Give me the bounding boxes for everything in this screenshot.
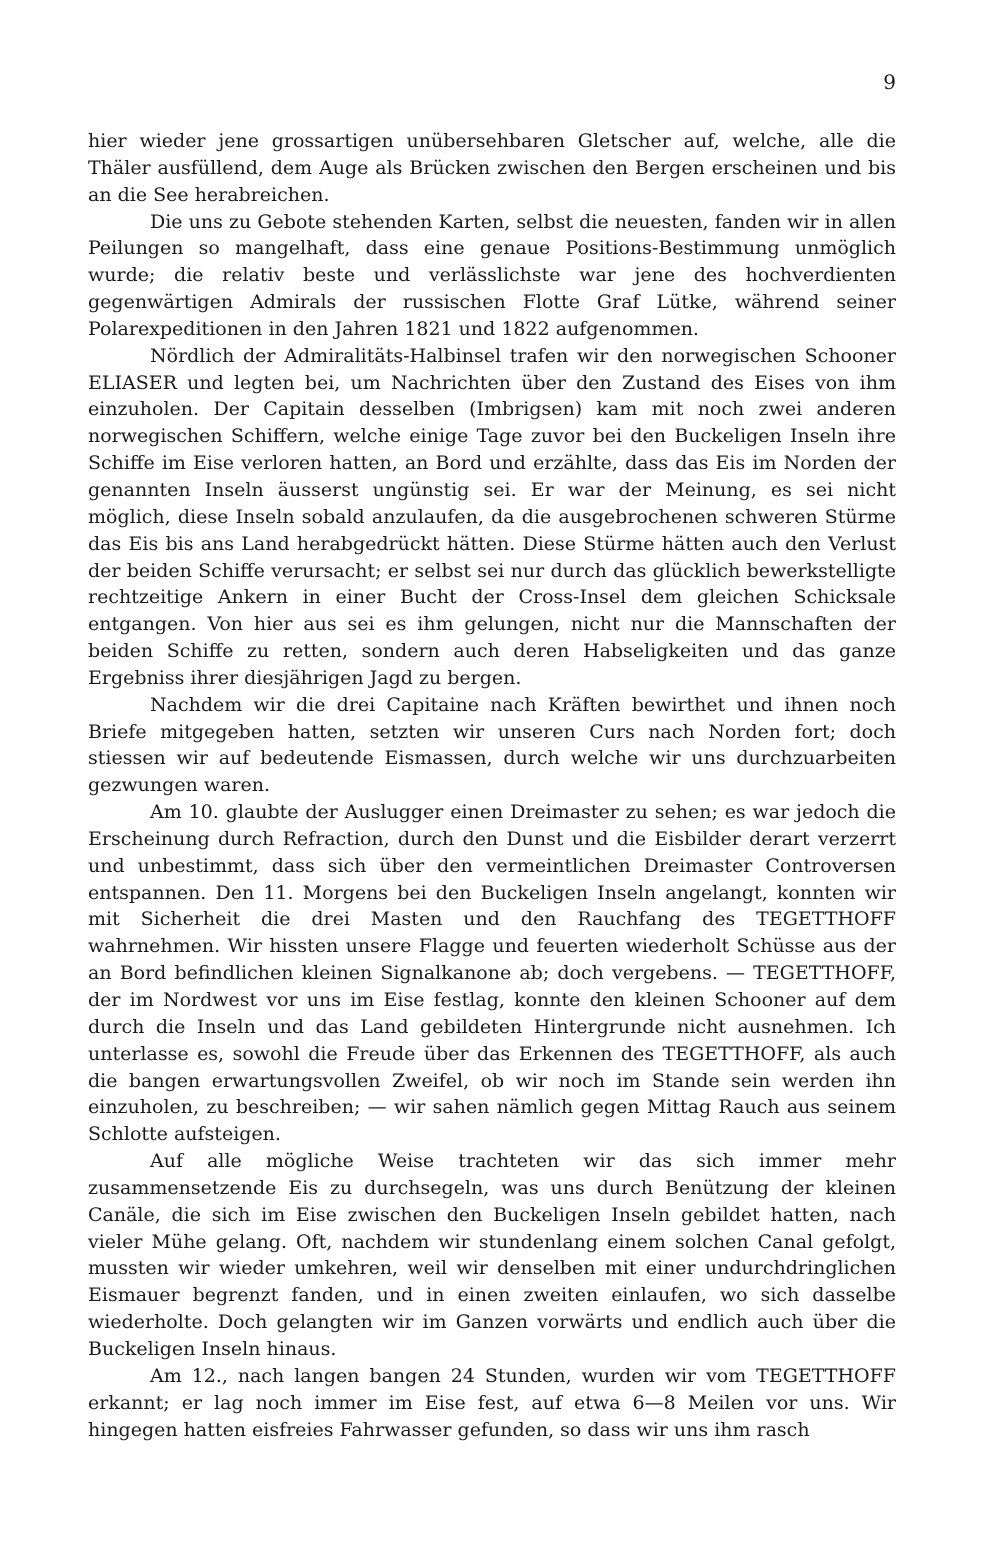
paragraph: Am 12., nach langen bangen 24 Stunden, wurden wir vom TEGETTHOFF erkannt; er lag noch immer im Eise fest, auf etwa 6—8 Meilen vor uns. Wir hingegen hatten eisfreies Fahrwasser gefunden, so dass wir uns ihm rasch [88, 1364, 896, 1441]
body-text [88, 128, 896, 1443]
paragraph: hier wieder jene grossartigen unübersehbaren Gletscher auf, welche, alle die Thäler ausfüllend, dem Auge als Brücken zwischen den Bergen erscheinen und bis an die See herabreichen. [88, 130, 896, 206]
page-number: 9 [883, 70, 896, 94]
paragraph: Auf alle mögliche Weise trachteten wir das sich immer mehr zusammensetzende Eis zu durchsegeln, was uns durch Benützung der kleinen Canäle, die sich im Eise zwischen den Buckeligen Inseln gebildet hatten, nach vieler Mühe gelang. Oft, nachdem wir stundenlang einem solchen Canal gefolgt, mussten wir wieder umkehren, weil wir denselben mit einer undurchdringlichen Eismauer begrenzt fanden, und in einen zweiten einlaufen, wo sich dasselbe wiederholte. Doch gelangten wir im Ganzen vorwärts und endlich auch über die Buckeligen Inseln hinaus. [88, 1150, 896, 1360]
paragraph: Am 10. glaubte der Auslugger einen Dreimaster zu sehen; es war jedoch die Erscheinung durch Refraction, durch den Dunst und die Eisbilder derart verzerrt und unbestimmt, dass sich über den vermeintlichen Dreimaster Controversen entspannen. Den 11. Morgens bei den Buckeligen Inseln angelangt, konnten wir mit Sicherheit die drei Masten und den Rauchfang des TEGETTHOFF wahrnehmen. Wir hissten unsere Flagge und feuerten wiederholt Schüsse aus der an Bord befindlichen kleinen Signalkanone ab; doch vergebens. — TEGETTHOFF, der im Nordwest vor uns im Eise festlag, konnte den kleinen Schooner auf dem durch die Inseln und das Land gebildeten Hintergrunde nicht ausnehmen. Ich unterlasse es, sowohl die Freude über das Erkennen des TEGETTHOFF, als auch die bangen erwartungsvollen Zweifel, ob wir noch im Stande sein werden ihn einzuholen, zu beschreiben; — wir sahen nämlich gegen Mittag Rauch aus seinem Schlotte aufsteigen. [88, 801, 896, 1146]
paragraph: Nachdem wir die drei Capitaine nach Kräften bewirthet und ihnen noch Briefe mitgegeben hatten, setzten wir unseren Curs nach Norden fort; doch stiessen wir auf bedeutende Eismassen, durch welche wir uns durchzuarbeiten gezwungen waren. [88, 693, 896, 797]
paragraph: Die uns zu Gebote stehenden Karten, selbst die neuesten, fanden wir in allen Peilungen so mangelhaft, dass eine genaue Positions-Bestimmung unmöglich wurde; die relativ beste und verlässlichste war jene des hochverdienten gegenwärtigen Admirals der russischen Flotte Graf Lütke, während seiner Polarexpeditionen in den Jahren 1821 und 1822 aufgenommen. [88, 210, 896, 340]
paragraph: Nördlich der Admiralitäts-Halbinsel trafen wir den norwegischen Schooner ELIASER und legten bei, um Nachrichten über den Zustand des Eises von ihm einzuholen. Der Capitain desselben (Imbrigsen) kam mit noch zwei anderen norwegischen Schiffern, welche einige Tage zuvor bei den Buckeligen Inseln ihre Schiffe im Eise verloren hatten, an Bord und erzählte, dass das Eis im Norden der genannten Inseln äusserst ungünstig sei. Er war der Meinung, es sei nicht möglich, diese Inseln sobald anzulaufen, da die ausgebrochenen schweren Stürme das Eis bis ans Land herabgedrückt hätten. Diese Stürme hätten auch den Verlust der beiden Schiffe verursacht; er selbst sei nur durch das glücklich bewerkstelligte rechtzeitige Ankern in einer Bucht der Cross-Insel dem gleichen Schicksale entgangen. Von hier aus sei es ihm gelungen, nicht nur die Mannschaften der beiden Schiffe zu retten, sondern auch deren Habseligkeiten und das ganze Ergebniss ihrer diesjährigen Jagd zu bergen. [88, 344, 896, 689]
